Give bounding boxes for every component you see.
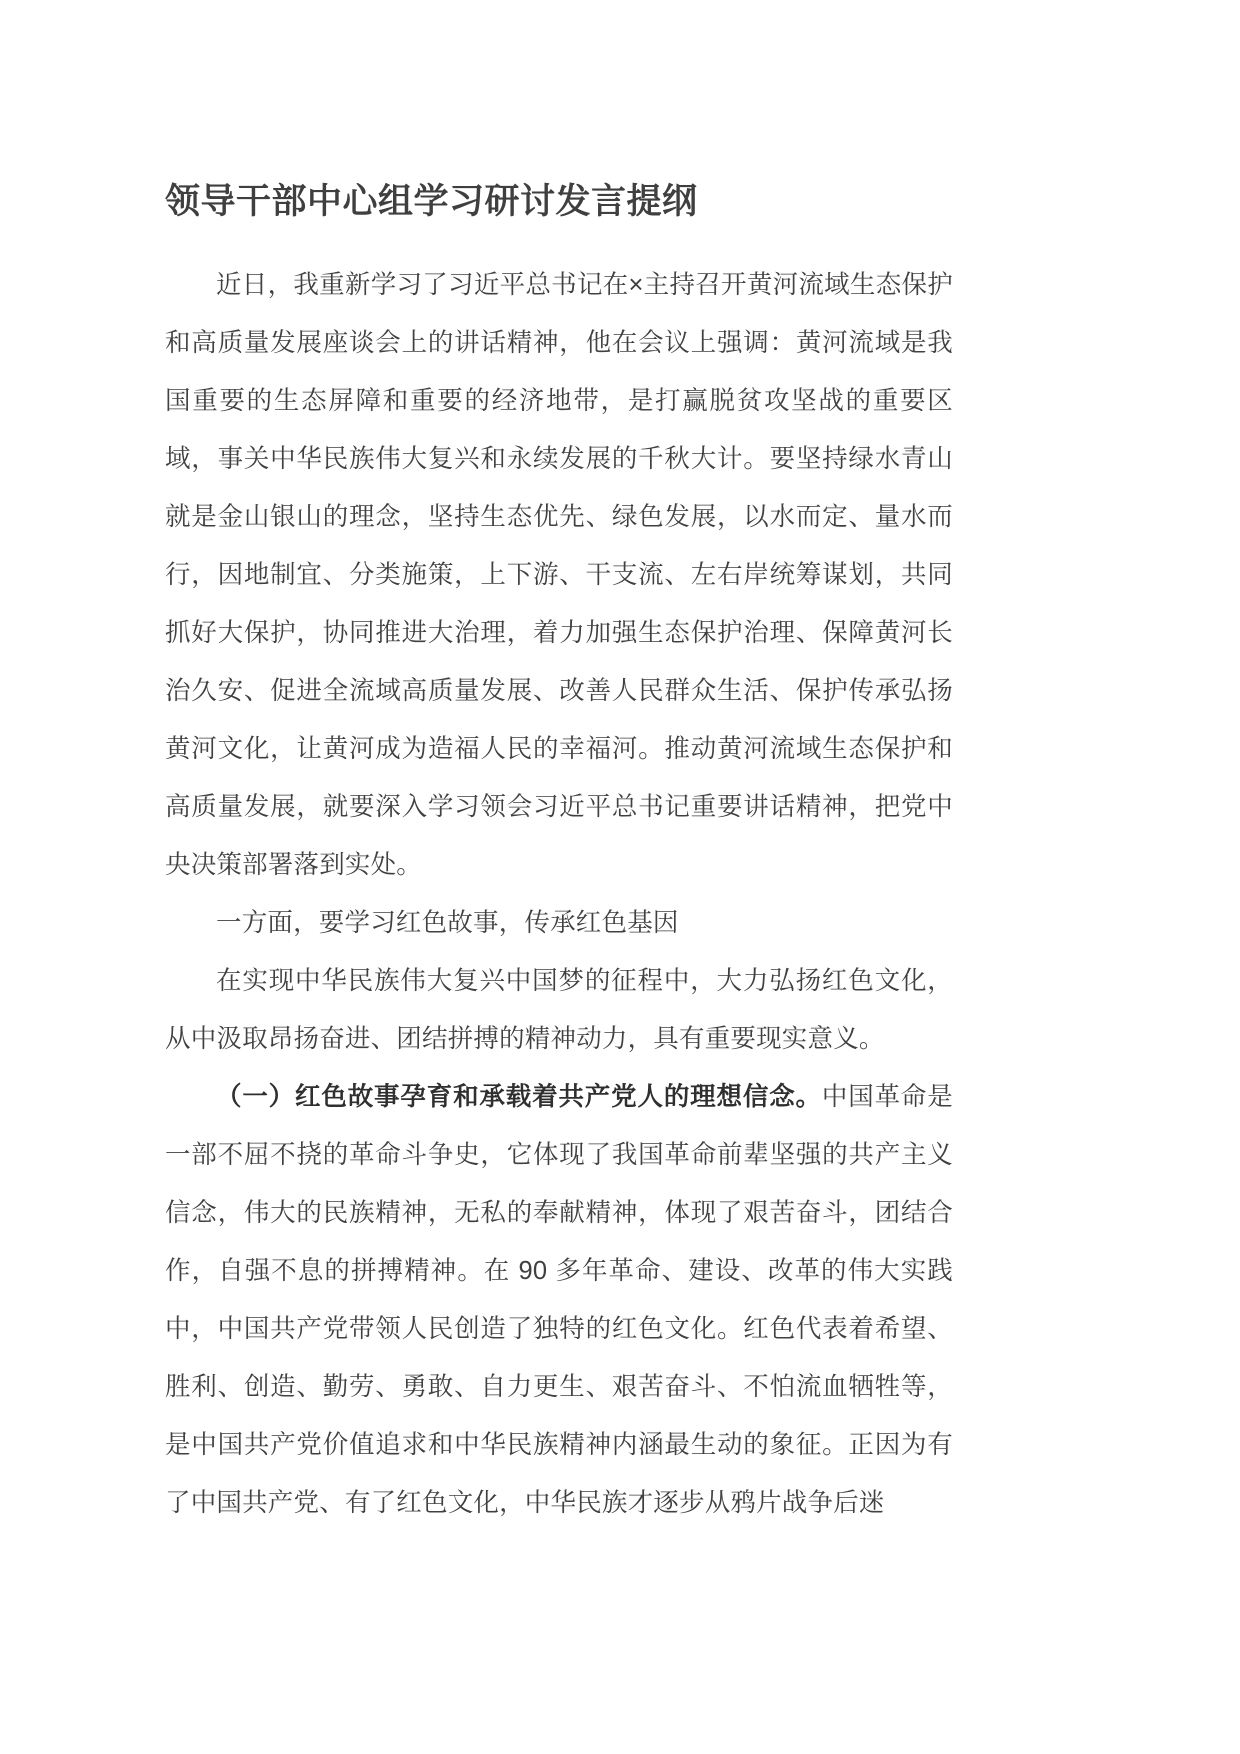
page-title: 领导干部中心组学习研讨发言提纲: [165, 182, 698, 221]
paragraph-3: 在实现中华民族伟大复兴中国梦的征程中，大力弘扬红色文化，从中汲取昂扬奋进、团结拼搏的精神动力，具有重要现实意义。: [165, 967, 953, 1053]
paragraph-4-body: 中国革命是一部不屈不挠的革命斗争史，它体现了我国革命前辈坚强的共产主义信念，伟大的民族精神，无私的奉献精神，体现了艰苦奋斗，团结合作，自强不息的拼搏精神。在 90 多年革命、建设、改革的伟大实践中，中国共产党带领人民创造了独特的红色文化。红色代表着希望、胜利、创造、勤劳、勇敢、自力更生、艰苦奋斗、不怕流血牺牲等，是中国共产党价值追求和中华民族精神内涵最生动的象征。正因为有了中国共产党、有了红色文化，中华民族才逐步从鸦片战争后迷: [165, 1083, 953, 1517]
section-heading-one: （一）红色故事孕育和承载着共产党人的理想信念。: [216, 1083, 822, 1111]
paragraph-4: [165, 1068, 953, 1532]
paragraph-2: 一方面，要学习红色故事，传承红色基因: [216, 909, 679, 937]
document-content: [165, 0, 953, 1532]
paragraph-1: 近日，我重新学习了习近平总书记在×主持召开黄河流域生态保护和高质量发展座谈会上的讲话精神，他在会议上强调：黄河流域是我国重要的生态屏障和重要的经济地带，是打赢脱贫攻坚战的重要区域，事关中华民族伟大复兴和永续发展的千秋大计。要坚持绿水青山就是金山银山的理念，坚持生态优先、绿色发展，以水而定、量水而行，因地制宜、分类施策，上下游、干支流、左右岸统筹谋划，共同抓好大保护，协同推进大治理，着力加强生态保护治理、保障黄河长治久安、促进全流域高质量发展、改善人民群众生活、保护传承弘扬黄河文化，让黄河成为造福人民的幸福河。推动黄河流域生态保护和高质量发展，就要深入学习领会习近平总书记重要讲话精神，把党中央决策部署落到实处。: [165, 271, 953, 879]
